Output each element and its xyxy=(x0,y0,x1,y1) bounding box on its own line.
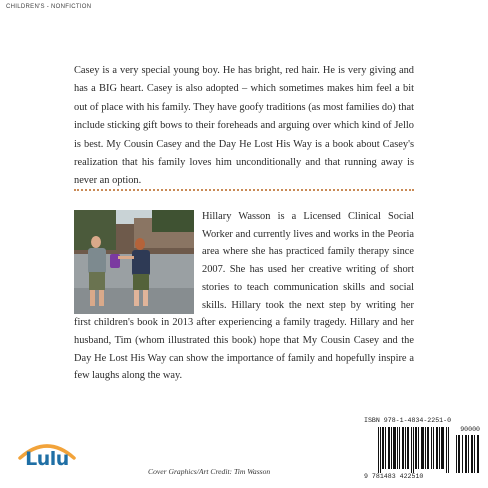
isbn-text: ISBN 978-1-4834-2251-0 xyxy=(364,417,452,424)
author-bio-text: Hillary Wasson is a Licensed Clinical Social Worker and currently lives and works in the Peoria area where she has practiced family therapy since 2007. She has used her creative writing of short stories to teach communication skills and social skills. Hillary took the next step by writing her first children's book in 2013 after experiencing a family tragedy. Hillary and her husband, Tim (whom illustrated this book) hope that My Cousin Casey and the Day He Lost His Way can show the importance of family and hopefully inspire a few laughs along the way. xyxy=(74,211,414,382)
author-bio xyxy=(74,208,414,385)
barcode-digits: 9 781483 422510 xyxy=(364,473,424,480)
photo-spacer xyxy=(74,208,202,314)
lulu-logo xyxy=(12,436,82,478)
barcode-bars xyxy=(378,427,450,473)
lulu-logo-text: Lulu xyxy=(25,448,69,470)
art-credit: Cover Graphics/Art Credit: Tim Wasson xyxy=(148,467,271,476)
barcode-block xyxy=(360,413,484,485)
book-summary: Casey is a very special young boy. He has bright, red hair. He is very giving and has a BIG heart. Casey is also adopted – which sometimes makes him feel a bit out of place with his family. They have goofy traditions (as most families do) that include sticking gift bows to their foreheads and arguing over which kind of Jello is best. My Cousin Casey and the Day He Lost His Way is a book about Casey's realization that his family loves him unconditionally and that running away is never an option. xyxy=(74,65,414,187)
price-code: 90000 xyxy=(460,426,480,433)
price-barcode-bars xyxy=(456,435,480,473)
category-label: CHILDREN'S - NONFICTION xyxy=(6,4,92,10)
dotted-divider xyxy=(74,189,414,191)
